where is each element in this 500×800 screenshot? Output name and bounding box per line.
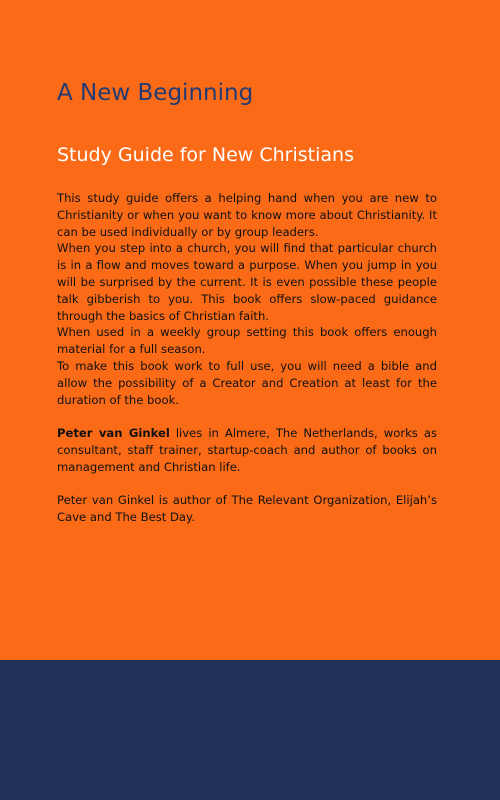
author-books: Peter van Ginkel is author of The Relevant Organization, Elijah’s Cave and The Best Day.	[57, 493, 437, 525]
book-subtitle: Study Guide for New Christians	[57, 144, 354, 166]
author-bio-text: lives in Almere, The Netherlands, works as consultant, staff trainer, startup-coach and author of books on management and Christian life.	[57, 426, 438, 474]
description-block	[57, 190, 437, 408]
book-title: A New Beginning	[57, 80, 254, 106]
author-name: Peter van Ginkel	[57, 426, 170, 441]
description-paragraph-4: To make this book work to full use, you will need a bible and allow the possibility of a Creator and Creation at least for the duration of the book.	[57, 358, 437, 407]
description-paragraph-1: This study guide offers a helping hand when you are new to Christianity or when you want to know more about Christianity. It can be used individually or by group leaders.	[57, 191, 437, 239]
back-cover-content	[57, 78, 437, 526]
cover-bottom-panel	[0, 660, 500, 800]
description-paragraph-3: When used in a weekly group setting this book offers enough material for a full season.	[57, 325, 437, 357]
description-paragraph-2: When you step into a church, you will find that particular church is in a flow and moves toward a purpose. When you jump in you will be surprised by the current. It is even possible these people talk gibberish to you. This book offers slow-paced guidance through the basics of Christian faith.	[57, 241, 437, 323]
author-bio	[57, 425, 437, 475]
